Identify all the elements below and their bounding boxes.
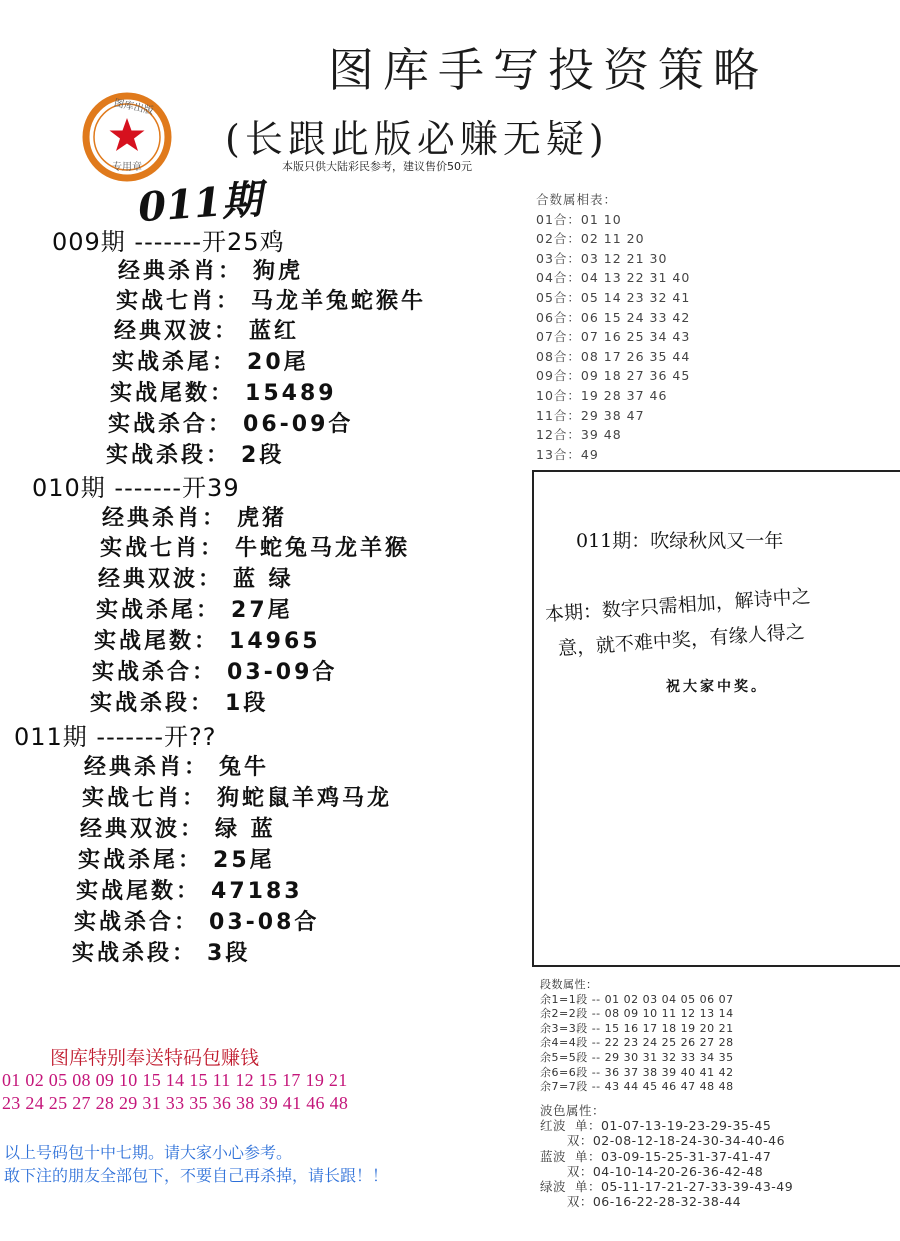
segment-row: 余4=4段 -- 22 23 24 25 26 27 28 (540, 1036, 734, 1050)
history-row: 实战杀段： 1段 (90, 691, 269, 716)
promo-numbers: 01 02 05 08 09 10 15 14 15 11 12 15 17 19 21 (2, 1070, 348, 1090)
history-row: 经典双波： 绿 蓝 (80, 817, 276, 842)
history-head: 010期 -------开39 (32, 474, 240, 502)
wish-text: 祝大家中奖。 (666, 679, 768, 695)
he-row: 08合：08 17 26 35 44 (536, 348, 691, 364)
history-row: 经典杀肖： 狗虎 (118, 259, 304, 284)
he-row: 01合：01 10 (536, 211, 622, 227)
history-row: 实战尾数： 15489 (110, 381, 337, 406)
he-table (536, 190, 690, 464)
he-row: 13合：49 (536, 446, 599, 462)
he-row: 03合：03 12 21 30 (536, 250, 668, 266)
history-row: 实战七肖： 牛蛇兔马龙羊猴 (100, 536, 411, 561)
publisher-stamp (74, 92, 180, 182)
promo-title: 图库特别奉送特码包赚钱 (50, 1048, 260, 1069)
he-row: 07合：07 16 25 34 43 (536, 329, 691, 345)
stamp-top-text: 图库出版 (112, 97, 155, 117)
wave-row: 绿波 单：05-11-17-21-27-33-39-43-49 (540, 1179, 794, 1195)
segment-row: 余3=3段 -- 15 16 17 18 19 20 21 (540, 1021, 734, 1035)
history-row: 实战尾数： 14965 (94, 629, 321, 654)
history-row: 实战杀段： 3段 (72, 941, 251, 966)
segments-title: 段数属性： (540, 978, 598, 991)
history-row: 实战七肖： 狗蛇鼠羊鸡马龙 (82, 786, 393, 811)
he-row: 05合：05 14 23 32 41 (536, 289, 691, 305)
segment-row: 余1=1段 -- 01 02 03 04 05 06 07 (540, 992, 734, 1006)
poem-line: 本期：数字只需相加，解诗中之 (544, 585, 812, 626)
segments-table (540, 978, 734, 1095)
history-row: 实战杀尾： 25尾 (78, 848, 275, 873)
history-row: 实战杀尾： 27尾 (96, 598, 293, 623)
history-row: 实战杀段： 2段 (106, 443, 285, 468)
history-row: 经典杀肖： 兔牛 (84, 755, 270, 780)
waves-title: 波色属性： (540, 1103, 606, 1118)
wave-row: 双：06-16-22-28-32-38-44 (540, 1194, 742, 1210)
segment-row: 余6=6段 -- 36 37 38 39 40 41 42 (540, 1065, 734, 1079)
he-table-title: 合数属相表： (536, 192, 618, 207)
wave-row: 双：02-08-12-18-24-30-34-40-46 (540, 1133, 786, 1149)
promo-numbers: 23 24 25 27 28 29 31 33 35 36 38 39 41 46 48 (2, 1093, 349, 1113)
segment-row: 余7=7段 -- 43 44 45 46 47 48 48 (540, 1080, 734, 1094)
price-note: 本版只供大陆彩民参考，建议售价50元 (282, 160, 472, 173)
history-row: 实战杀合： 06-09合 (108, 412, 354, 437)
waves-table (540, 1103, 793, 1209)
he-row: 06合：06 15 24 33 42 (536, 309, 691, 325)
he-row: 02合：02 11 20 (536, 231, 645, 247)
history-row: 经典双波： 蓝红 (114, 319, 300, 344)
history-head: 011期 -------开?? (14, 723, 217, 751)
he-row: 10合：19 28 37 46 (536, 387, 668, 403)
promo-note: 以上号码包十中七期。请大家小心参考。 (4, 1145, 293, 1162)
history-row: 实战杀尾： 20尾 (112, 350, 309, 375)
he-row: 04合：04 13 22 31 40 (536, 270, 691, 286)
he-row: 12合：39 48 (536, 427, 622, 443)
history-row: 经典双波： 蓝 绿 (98, 567, 294, 592)
wave-row: 红波 单：01-07-13-19-23-29-35-45 (540, 1118, 772, 1134)
he-row: 09合：09 18 27 36 45 (536, 368, 691, 384)
he-row: 11合：29 38 47 (536, 407, 645, 423)
history-row: 经典杀肖： 虎猪 (102, 506, 288, 531)
history-row: 实战杀合： 03-08合 (74, 910, 320, 935)
history-row: 实战尾数： 47183 (76, 879, 303, 904)
segment-row: 余5=5段 -- 29 30 31 32 33 34 35 (540, 1050, 734, 1064)
history-row: 实战七肖： 马龙羊兔蛇猴牛 (116, 289, 427, 314)
issue-number: 011期 (136, 175, 264, 232)
wave-row: 双：04-10-14-20-26-36-42-48 (540, 1163, 764, 1179)
segment-row: 余2=2段 -- 08 09 10 11 12 13 14 (540, 1007, 734, 1021)
wave-row: 蓝波 单：03-09-15-25-31-37-41-47 (540, 1148, 772, 1164)
history-row: 实战杀合： 03-09合 (92, 660, 338, 685)
page-subtitle: (长跟此版必赚无疑) (225, 117, 609, 161)
stamp-bottom-text: 专用章 (112, 162, 142, 173)
page-title: 图库手写投资策略 (328, 43, 768, 97)
history-head: 009期 -------开25鸡 (52, 228, 285, 256)
promo-note: 敢下注的朋友全部包下，不要自己再杀掉，请长跟！！ (4, 1168, 389, 1185)
poem-line: 意，就不难中奖，有缘人得之 (557, 620, 806, 660)
poem-line: 011期：吹绿秋风又一年 (576, 530, 784, 552)
